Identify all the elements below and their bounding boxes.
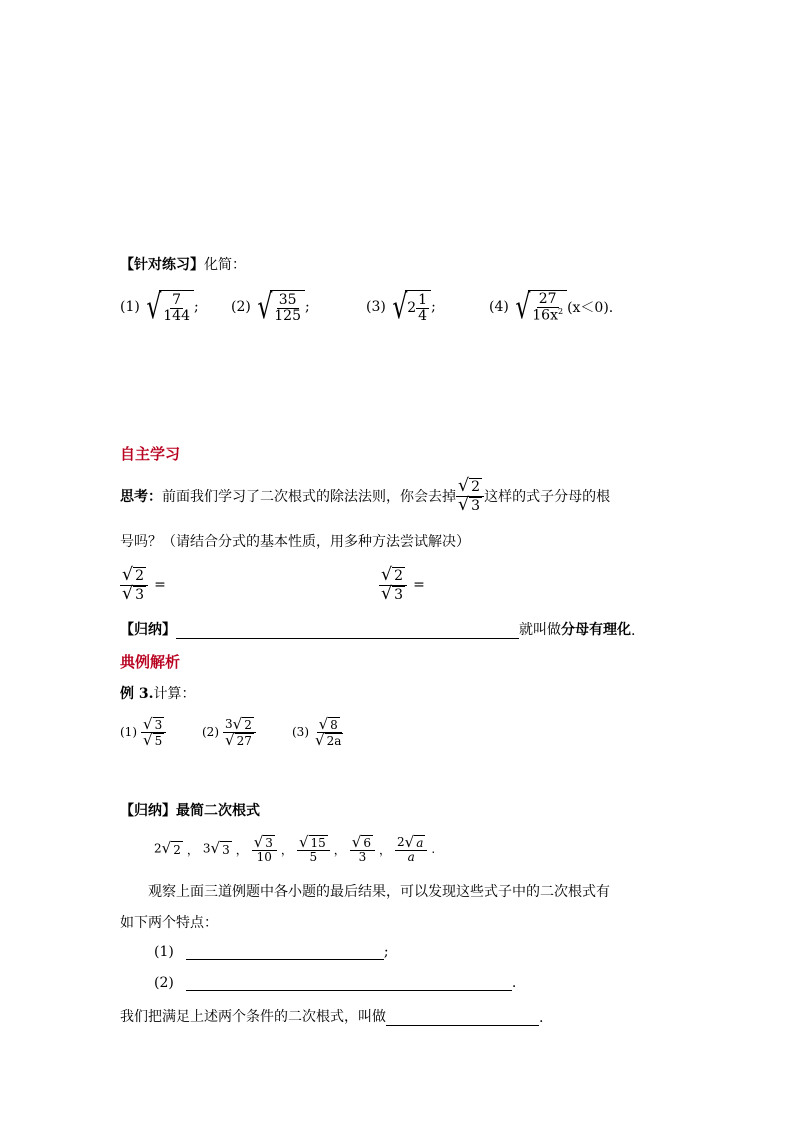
- feature-tail: ;: [383, 944, 389, 960]
- example-item-label: (3): [292, 725, 309, 739]
- example-3-heading: [120, 683, 196, 703]
- numerator-coefficient: 2: [397, 834, 405, 849]
- numerator-coefficient: 3: [225, 716, 233, 731]
- think-text-a: 前面我们学习了二次根式的除法法则，你会去掉: [162, 489, 456, 505]
- denominator-radicand: 27: [236, 733, 252, 748]
- fraction-numerator: 27: [538, 291, 557, 308]
- simplest-item: 3 √ 3: [202, 839, 230, 857]
- self-study-title: 自主学习: [120, 445, 181, 463]
- practice-item-3: [366, 286, 436, 328]
- feature-label: (2): [154, 975, 174, 991]
- example-item-label: (1): [120, 725, 137, 739]
- sqrt-expression: √ $\frac{27}{16x^2}$: [509, 290, 567, 324]
- answer-blank[interactable]: [386, 1011, 539, 1026]
- den-exponent: 2: [557, 307, 564, 317]
- feature-1: [154, 944, 389, 960]
- observe-line-2: 如下两个特点：: [120, 915, 218, 931]
- denominator-radicand: 5: [154, 733, 163, 748]
- numerator-radicand: a: [416, 835, 424, 850]
- think-label: 思考：: [120, 489, 162, 505]
- example-text: 计算：: [153, 686, 196, 702]
- denominator-radicand: 3: [394, 586, 404, 603]
- simplest-item: 2 √ a a: [395, 835, 427, 864]
- rationalize-right: [379, 563, 425, 607]
- practice-heading-line: [120, 254, 246, 274]
- example-item-label: (2): [202, 725, 219, 739]
- simplest-heading: [120, 800, 260, 820]
- numerator-radicand: 2: [394, 568, 404, 585]
- fraction-denominator: [530, 308, 565, 323]
- practice-item-4: [489, 286, 613, 328]
- numerator-radicand: 2: [135, 568, 145, 585]
- practice-item-tail: ;: [193, 299, 199, 315]
- conclusion-line: [120, 1006, 543, 1026]
- example-label: 例 3.: [120, 686, 154, 702]
- practice-item-label: (4): [489, 299, 509, 315]
- sqrt-fraction: √ 2 √ 3: [379, 567, 407, 603]
- radicand: 2: [173, 843, 181, 857]
- rationalize-left: [120, 563, 166, 607]
- practice-item-label: (3): [366, 299, 386, 315]
- think-text-b: 这样的式子分母的根: [484, 489, 611, 505]
- sqrt-fraction: √ 3 √ 5: [141, 717, 166, 748]
- example-item-2: [202, 712, 256, 752]
- simplest-item: √ 6 3: [350, 835, 375, 864]
- sqrt-fraction: 3 √ 2 √ 27: [223, 717, 256, 748]
- den-base: 16x: [532, 307, 558, 324]
- practice-item-1: [120, 286, 199, 328]
- equals-sign: =: [154, 577, 166, 593]
- summary-period: .: [631, 623, 636, 639]
- simplest-item: √ 15 5: [297, 835, 330, 864]
- practice-instruction: 化简：: [204, 257, 246, 273]
- simplest-examples: 2 √ 2 ， 3 √ 3 ， √ 3 10 ， √ 15 5 ， √ 6 3 ， 2 √ a a .: [154, 832, 436, 864]
- practice-item-tail: ;: [431, 299, 436, 315]
- simplest-item: √ 3 10: [252, 835, 277, 864]
- numerator-radicand: 8: [330, 717, 338, 732]
- coefficient: 2: [154, 841, 162, 856]
- numerator-radicand: 3: [154, 717, 163, 732]
- feature-2: [154, 975, 516, 991]
- practice-item-label: (1): [120, 299, 140, 315]
- fraction-denominator: 3: [358, 849, 367, 864]
- equals-sign: =: [413, 577, 425, 593]
- coefficient: 3: [202, 841, 211, 856]
- fraction-numerator: 35: [278, 291, 297, 308]
- fraction-denominator: 125: [274, 307, 301, 324]
- practice-item-2: [231, 286, 310, 328]
- answer-blank[interactable]: [176, 624, 519, 639]
- sqrt-expression: √ $\frac{7}{144}$: [140, 290, 194, 324]
- think-line-1: [120, 474, 610, 518]
- practice-item-tail: ;: [304, 299, 310, 315]
- answer-blank[interactable]: [186, 945, 384, 960]
- think-line-2: 号吗？（请结合分式的基本性质，用多种方法尝试解决）: [120, 534, 470, 550]
- summary-term: 分母有理化: [561, 622, 631, 638]
- fraction-numerator: 7: [172, 291, 182, 308]
- fraction-denominator: a: [407, 849, 415, 864]
- numerator-radicand: 2: [471, 479, 481, 496]
- numerator-radicand: 3: [265, 835, 273, 850]
- feature-tail: .: [511, 975, 517, 991]
- fraction-numerator: 1: [418, 291, 428, 308]
- numerator-radicand: 2: [244, 717, 252, 732]
- numerator-radicand: 6: [363, 835, 371, 850]
- sqrt-fraction: √ 2 √ 3: [456, 478, 484, 514]
- sqrt-fraction: √ 8 √ 2a: [315, 714, 342, 749]
- sqrt-expression: √ 2 $\frac{1}{4}$: [386, 290, 431, 324]
- simplest-title: 最简二次根式: [176, 803, 260, 819]
- numerator-radicand: 15: [310, 835, 326, 850]
- answer-blank[interactable]: [186, 976, 512, 991]
- practice-heading: 【针对练习】: [120, 257, 204, 273]
- mixed-number-whole: 2: [407, 300, 417, 316]
- sqrt-fraction: √ 2 √ 3: [120, 567, 148, 603]
- rationalize-summary: [120, 619, 635, 639]
- examples-title: 典例解析: [120, 653, 181, 671]
- fraction-denominator: 144: [163, 307, 190, 324]
- summary-label: 【归纳】: [120, 622, 176, 638]
- denominator-radicand: 3: [135, 586, 145, 603]
- conclusion-text: 我们把满足上述两个条件的二次根式，叫做: [120, 1009, 386, 1025]
- fraction-denominator: 10: [256, 849, 272, 864]
- fraction-denominator: 4: [418, 307, 428, 324]
- denominator-radicand: 2a: [326, 733, 342, 748]
- denominator-radicand: 3: [471, 497, 481, 514]
- observe-line-1: 观察上面三道例题中各小题的最后结果，可以发现这些式子中的二次根式有: [148, 884, 610, 900]
- simplest-label: 【归纳】: [120, 803, 176, 819]
- practice-item-label: (2): [231, 299, 251, 315]
- radicand: 3: [222, 843, 230, 857]
- conclusion-tail: .: [539, 1010, 544, 1026]
- fraction-denominator: 5: [309, 849, 318, 864]
- feature-label: (1): [154, 944, 174, 960]
- sqrt-expression: √ $\frac{35}{125}$: [251, 290, 305, 324]
- practice-item-tail: (x＜0).: [567, 300, 614, 316]
- summary-text: 就叫做: [519, 622, 561, 638]
- simplest-item: 2 √ 2: [154, 839, 181, 857]
- example-item-3: [292, 712, 345, 752]
- example-item-1: [120, 712, 166, 752]
